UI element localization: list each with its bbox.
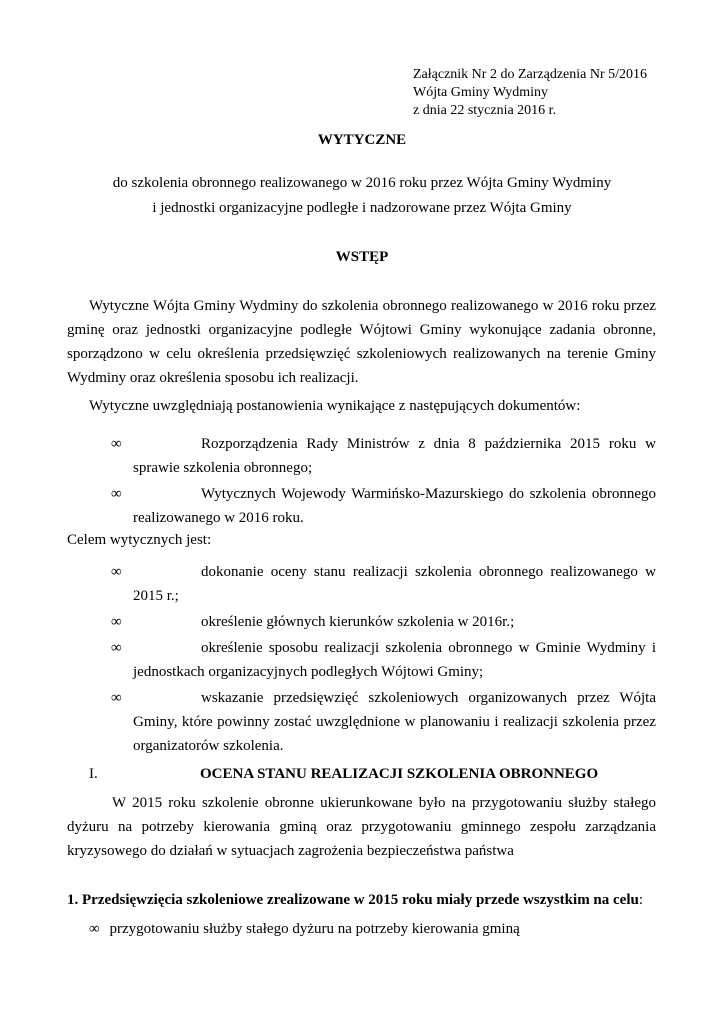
subtitle-line: i jednostki organizacyjne podległe i nadzorowane przez Wójta Gminy	[152, 200, 572, 216]
list-item-text: określenie sposobu realizacji szkolenia obronnego w Gminie Wydminy i jednostkach organizacyjnych podległych Wójtowi Gminy;	[133, 640, 656, 680]
intro-paragraph: Wytyczne Wójta Gminy Wydminy do szkolenia obronnego realizowanego w 2016 roku przez gminę oraz jednostki organizacyjne podległe Wójtowi Gminy wykonujące zadania obronne, sporządzono w celu określenia przedsięwzięć szkoleniowych realizowanych na terenie Gminy Wydminy oraz określenia sposobu ich realizacji.	[67, 298, 656, 386]
list-item-text: Rozporządzenia Rady Ministrów z dnia 8 października 2015 roku w sprawie szkolenia obronnego;	[133, 436, 656, 476]
list-item	[67, 432, 656, 480]
list-item-text: dokonanie oceny stanu realizacji szkolenia obronnego realizowanego w 2015 r.;	[133, 564, 656, 604]
list-item-text: określenie głównych kierunków szkolenia w 2016r.;	[201, 614, 515, 630]
document-title: WYTYCZNE	[317, 132, 407, 148]
list-item	[67, 482, 656, 530]
infinity-bullet-icon: ∞	[111, 486, 122, 502]
list-item	[67, 560, 656, 608]
goals-intro: Celem wytycznych jest:	[67, 532, 212, 548]
list-item	[67, 686, 656, 758]
list-item	[67, 636, 656, 684]
list-item	[89, 921, 520, 938]
infinity-bullet-icon: ∞	[89, 921, 100, 937]
intro-heading: WSTĘP	[335, 249, 389, 265]
infinity-bullet-icon: ∞	[111, 640, 122, 656]
documents-intro: Wytyczne uwzględniają postanowienia wynikające z następujących dokumentów:	[89, 398, 581, 414]
section-number: I.	[89, 766, 98, 782]
point-heading-text: 1. Przedsięwzięcia szkoleniowe zrealizowane w 2015 roku miały przede wszystkim na celu	[67, 892, 639, 908]
subtitle-line: do szkolenia obronnego realizowanego w 2016 roku przez Wójta Gminy Wydminy	[112, 175, 612, 191]
point-heading-colon: :	[638, 892, 644, 908]
attachment-line: Wójta Gminy Wydminy	[413, 85, 548, 100]
list-item-text: wskazanie przedsięwzięć szkoleniowych organizowanych przez Wójta Gminy, które powinny zostać uwzględnione w planowaniu i realizacji szkolenia przez organizatorów szkolenia.	[133, 690, 656, 754]
list-item	[67, 610, 656, 634]
section-title: OCENA STANU REALIZACJI SZKOLENIA OBRONNEGO	[200, 766, 599, 782]
list-item-text: przygotowaniu służby stałego dyżuru na potrzeby kierowania gminą	[109, 921, 520, 937]
infinity-bullet-icon: ∞	[111, 436, 122, 452]
list-item-text: Wytycznych Wojewody Warmińsko-Mazurskiego do szkolenia obronnego realizowanego w 2016 roku.	[133, 486, 656, 526]
section-paragraph: W 2015 roku szkolenie obronne ukierunkowane było na przygotowaniu służby stałego dyżuru na potrzeby kierowania gminą oraz przygotowaniu gminnego zespołu zarządzania kryzysowego do działań w sytuacjach zagrożenia bezpieczeństwa państwa	[67, 795, 656, 859]
infinity-bullet-icon: ∞	[111, 614, 122, 630]
attachment-line: Załącznik Nr 2 do Zarządzenia Nr 5/2016	[413, 67, 648, 82]
infinity-bullet-icon: ∞	[111, 564, 122, 580]
infinity-bullet-icon: ∞	[111, 690, 122, 706]
attachment-note	[413, 66, 647, 120]
point-heading	[67, 892, 643, 909]
attachment-line: z dnia 22 stycznia 2016 r.	[413, 103, 557, 118]
